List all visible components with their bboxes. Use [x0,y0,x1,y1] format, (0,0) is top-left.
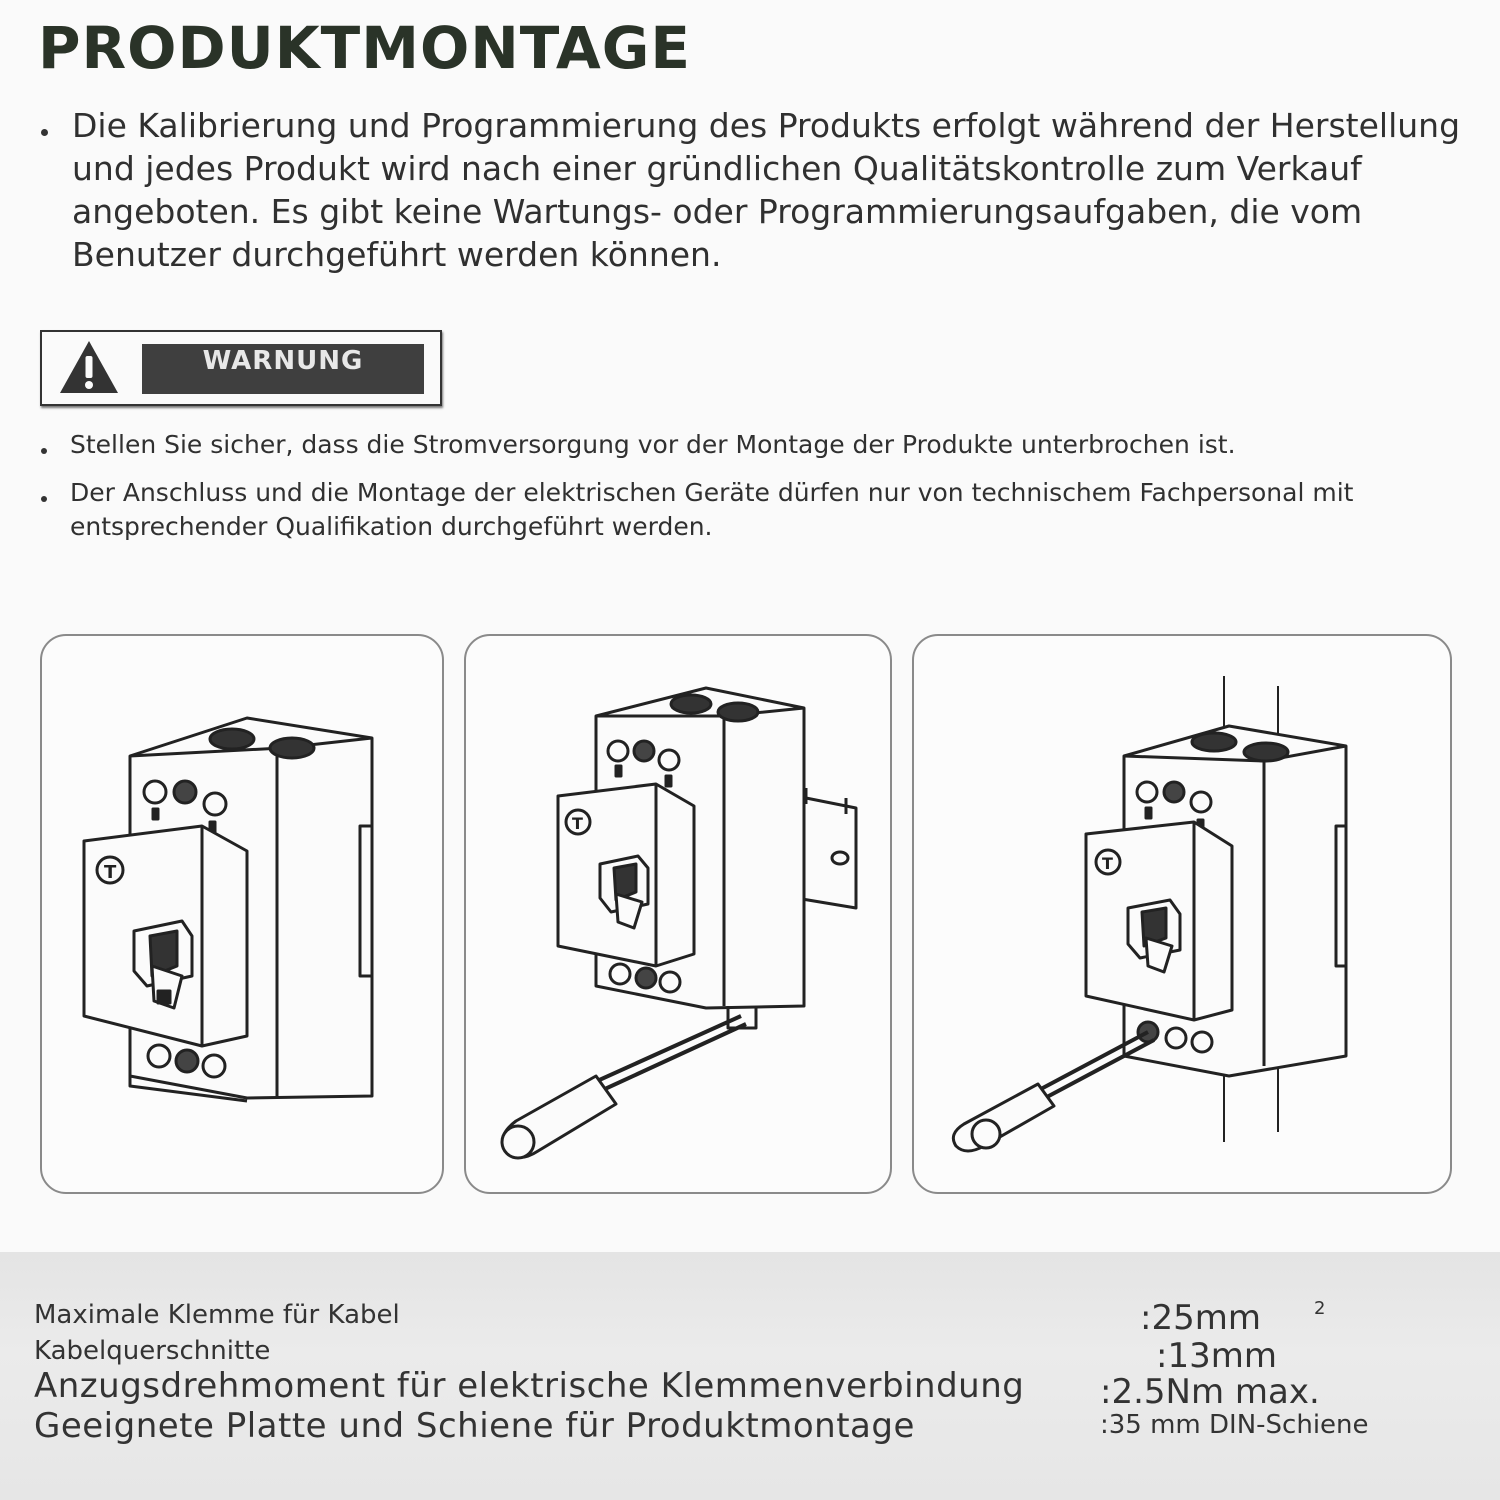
intro-section [38,104,1498,276]
warning-label: WARNUNG [142,344,424,394]
terminal-screwdriver-icon [914,636,1450,1192]
warning-list [38,428,1488,558]
page-title: PRODUKTMONTAGE [38,14,691,82]
din-rail-mounting-icon [466,636,890,1192]
spec-value-mounting: :35 mm DIN-Schiene [1100,1410,1369,1440]
spec-label-torque: Anzugsdrehmoment für elektrische Klemmenverbindung [34,1366,1025,1406]
intro-paragraph: Die Kalibrierung und Programmierung des Produkts erfolgt während der Herstellung und jedes Produkt wird nach einer gründlichen Qualitätskontrolle zum Verkauf angeboten. Es gibt keine Wartungs- oder Programmierungsaufgaben, die vom Benutzer durchgeführt werden können. [38,104,1498,276]
warning-item: Der Anschluss und die Montage der elektrischen Geräte dürfen nur von technischem Fachpersonal mit entsprechender Qualifikation durchgeführt werden. [38,476,1488,544]
warning-item: Stellen Sie sicher, dass die Stromversorgung vor der Montage der Produkte unterbrochen ist. [38,428,1488,462]
spec-footer [0,1252,1500,1500]
spec-value-max-terminal: :25mm [1140,1298,1261,1338]
test-button-marking: T [104,862,117,883]
test-button-marking: T [1102,854,1113,873]
illustration-panel-din-mounting [464,634,892,1194]
spec-value-cross-section: :13mm [1156,1336,1277,1376]
spec-label-mounting: Geeignete Platte und Schiene für Produktmontage [34,1406,915,1446]
spec-value-superscript: 2 [1314,1298,1326,1319]
warning-box [40,330,442,406]
illustration-panel-terminal-screw [912,634,1452,1194]
spec-value-torque: :2.5Nm max. [1100,1372,1320,1412]
circuit-breaker-icon [42,636,442,1192]
illustration-panel-breaker [40,634,444,1194]
test-button-marking: T [572,814,583,833]
spec-label-max-terminal: Maximale Klemme für Kabel [34,1300,400,1330]
spec-label-cross-section: Kabelquerschnitte [34,1336,271,1366]
warning-triangle-icon [56,338,122,398]
